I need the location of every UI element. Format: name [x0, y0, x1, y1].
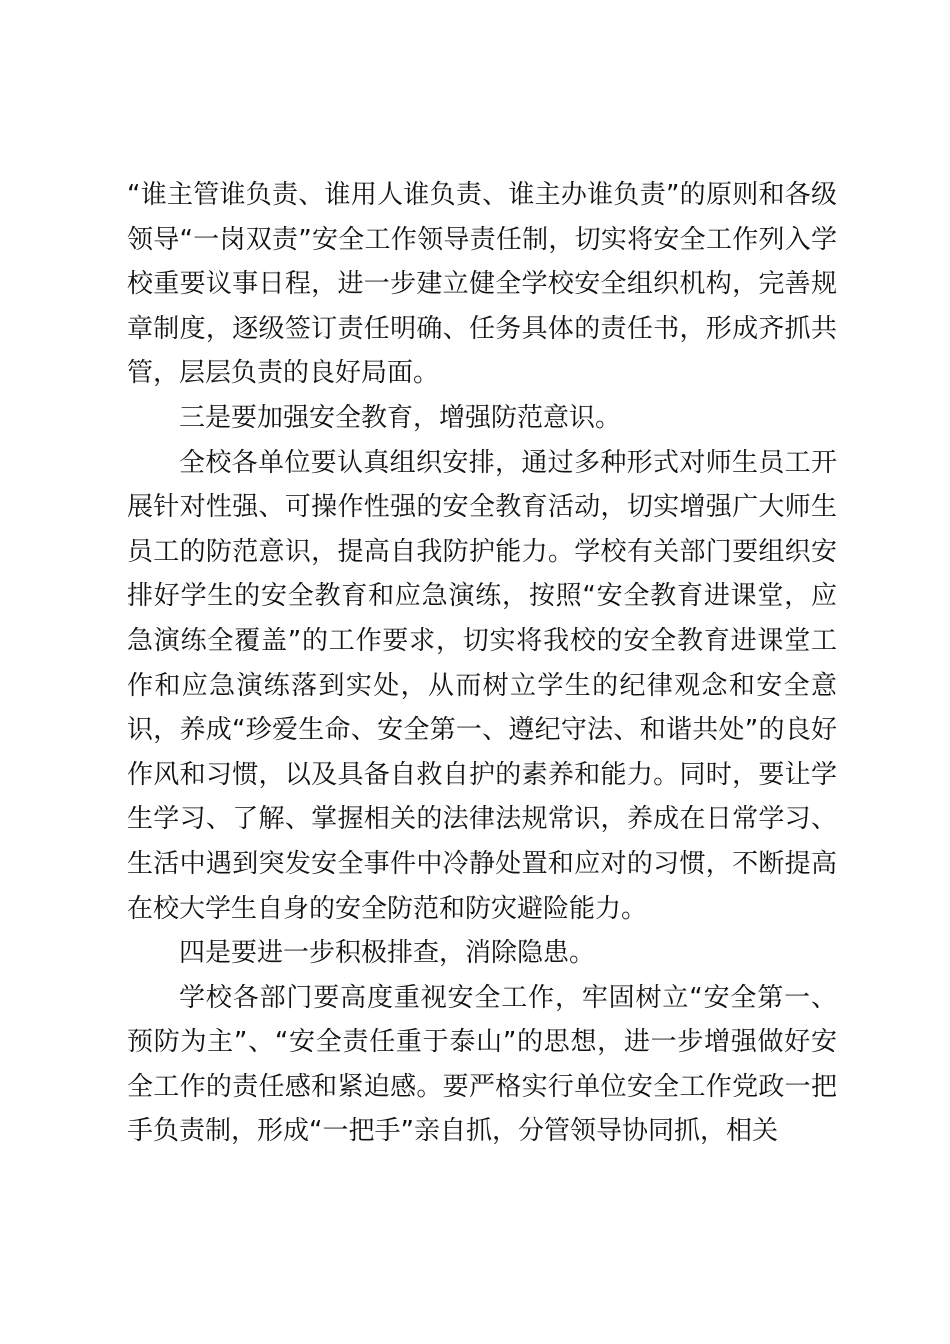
heading-hazard-inspection: 四是要进一步积极排查，消除隐患。 — [179, 938, 596, 969]
heading-safety-education: 三是要加强安全教育，增强防范意识。 — [179, 402, 622, 433]
document-body — [127, 173, 837, 1154]
paragraph-safety-education: 全校各单位要认真组织安排，通过多种形式对师生员工开展针对性强、可操作性强的安全教育活动，切实增强广大师生员工的防范意识，提高自我防护能力。学校有关部门要组织安排好学生的安全教育和应急演练，按照“安全教育进课堂，应急演练全覆盖”的工作要求，切实将我校的安全教育进课堂工作和应急演练落到实处，从而树立学生的纪律观念和安全意识，养成“珍爱生命、安全第一、遵纪守法、和谐共处”的良好作风和习惯，以及具备自救自护的素养和能力。同时，要让学生学习、了解、掌握相关的法律法规常识，养成在日常学习、生活中遇到突发安全事件中冷静处置和应对的习惯，不断提高在校大学生自身的安全防范和防灾避险能力。 — [127, 447, 837, 924]
paragraph-hazard-inspection: 学校各部门要高度重视安全工作，牢固树立“安全第一、预防为主”、“安全责任重于泰山”的思想，进一步增强做好安全工作的责任感和紧迫感。要严格实行单位安全工作党政一把手负责制，形成“一把手”亲自抓，分管领导协同抓，相关 — [127, 982, 837, 1147]
paragraph-responsibility-principle: “谁主管谁负责、谁用人谁负责、谁主办谁负责”的原则和各级领导“一岗双责”安全工作领导责任制，切实将安全工作列入学校重要议事日程，进一步建立健全学校安全组织机构，完善规章制度，逐级签订责任明确、任务具体的责任书，形成齐抓共管，层层负责的良好局面。 — [127, 180, 837, 389]
